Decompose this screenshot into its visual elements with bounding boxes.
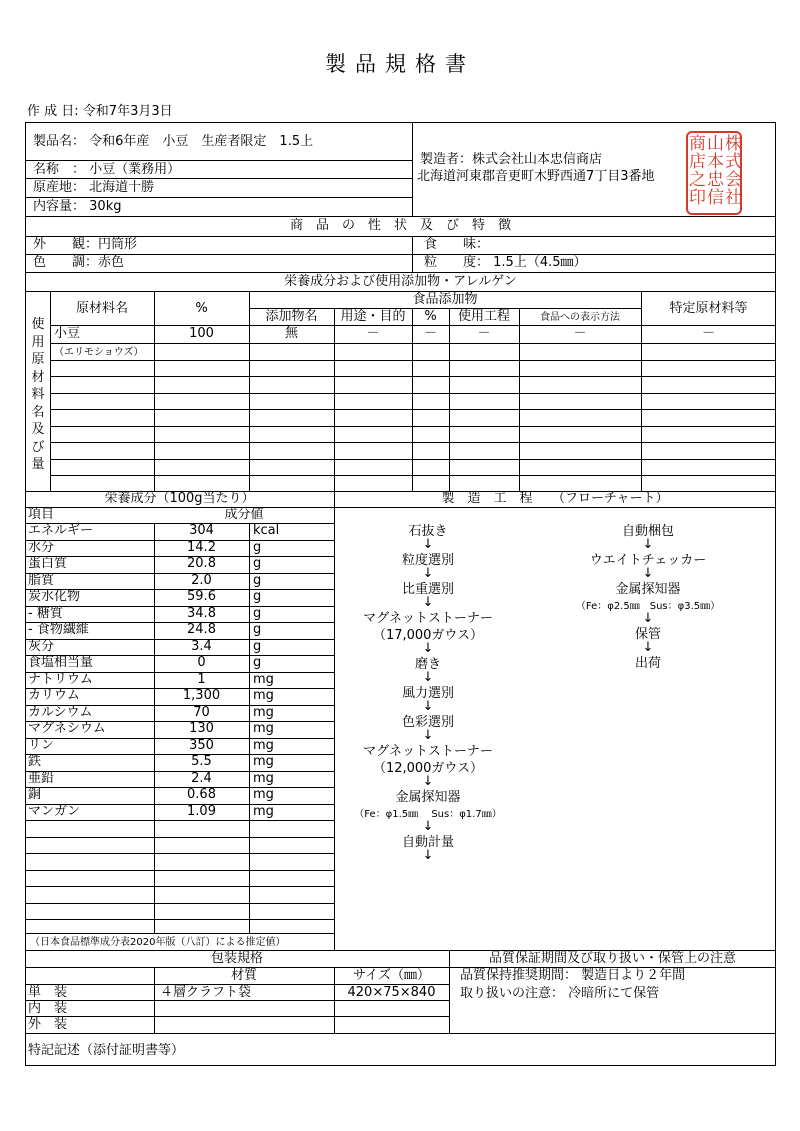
nutrient-name: マグネシウム (28, 721, 106, 736)
row1-display: － (573, 326, 587, 341)
nutrient-value: 0.68 (187, 787, 216, 802)
handling-value: 冷暗所にて保管 (568, 986, 660, 1001)
nutrient-value: 24.8 (187, 622, 216, 637)
nutrient-name: - 糖質 (28, 606, 63, 621)
nutrient-name: リン (28, 738, 55, 753)
company-seal: 株 式 会 社 山 本 忠 信 商 店 之 印 (686, 131, 742, 215)
nutrient-value: 20.8 (187, 556, 216, 571)
col-use: 用途・目的 (340, 309, 406, 324)
color-value: 赤色 (98, 255, 125, 270)
flow-step: マグネットストーナー (363, 744, 493, 759)
flow-arrow: ↓ (642, 640, 654, 655)
color (33, 255, 124, 271)
created-date (27, 104, 173, 120)
grid-line (25, 837, 334, 838)
nutrition-note: （日本食品標準成分表2020年版（八訂）による推定値） (30, 937, 286, 948)
flow-step: 保管 (634, 627, 661, 642)
row1-material: 小豆 (54, 326, 81, 341)
nutrient-value: 34.8 (187, 606, 216, 621)
col-additives: 食品添加物 (412, 292, 478, 307)
nutrient-value: 130 (189, 721, 214, 736)
flow-step: 金属探知器 (615, 582, 681, 597)
nutrient-name: カリウム (28, 688, 80, 703)
flow-arrow: ↓ (422, 537, 434, 552)
row1-process: － (477, 326, 491, 341)
nutrient-unit: g (253, 606, 262, 621)
nutrient-value: 5.5 (191, 754, 212, 769)
grid-line (25, 853, 334, 854)
page-title: 製品規格書 (325, 52, 475, 76)
col-item: 項目 (28, 507, 55, 522)
ingredients-side-label: 使用原材料名及び量 (31, 317, 45, 472)
taste-label: 食 味： (424, 237, 490, 252)
flow-arrow: ↓ (422, 848, 434, 863)
nutrient-name: 鉄 (28, 754, 42, 769)
maker-address: 北海道河東郡音更町木野西通7丁目3番地 (417, 169, 655, 184)
grid-line (25, 820, 334, 821)
nutrient-unit: mg (253, 771, 274, 786)
product-volume (33, 199, 121, 215)
pkg-single-label: 単 装 (28, 985, 68, 1000)
col-value: 成分値 (224, 507, 264, 522)
col-pct: % (195, 301, 208, 316)
nutrient-value: 2.4 (191, 771, 212, 786)
nutrient-unit: mg (253, 754, 274, 769)
grid-line (25, 870, 334, 871)
grid-line (25, 886, 334, 887)
maker-label: 製造者： (420, 152, 473, 167)
grid-line (50, 459, 776, 460)
pkg-col-size: サイズ（㎜） (353, 968, 430, 983)
product-origin (33, 180, 154, 196)
flow-step: 風力選別 (401, 686, 454, 701)
flow-arrow: ↓ (422, 641, 434, 656)
col-process: 使用工程 (457, 309, 510, 324)
pkg-single-size: 420×75×840 (347, 985, 436, 1000)
nutrient-unit: mg (253, 672, 274, 687)
appearance-label: 外 観： (33, 237, 99, 252)
nutrient-value: 1 (197, 672, 206, 687)
col-add-pct: % (424, 309, 437, 324)
period-value: 製造日より２年間 (581, 968, 686, 983)
grid-line (25, 903, 334, 904)
flow-step: 自動梱包 (621, 524, 674, 539)
volume-label: 内容量： (33, 199, 86, 214)
grid-line (50, 409, 776, 410)
nutrient-unit: mg (253, 738, 274, 753)
remarks-label: 特記記述（添付証明書等） (28, 1043, 185, 1058)
nutrient-name: 銅 (28, 787, 42, 802)
product-name-value: 令和6年産 小豆 生産者限定 1.5上 (89, 134, 314, 149)
nutrient-unit: mg (253, 721, 274, 736)
flow-note: （Fe：φ2.5㎜ Sus：φ3.5㎜） (575, 601, 721, 612)
grid-line (50, 426, 776, 427)
nutrient-name: エネルギー (28, 523, 94, 538)
flow-note: （12,000ガウス） (372, 761, 484, 776)
nutrient-unit: g (253, 573, 262, 588)
nutrient-name: 炭水化物 (28, 589, 81, 604)
nutrient-value: 1.09 (187, 804, 216, 819)
nutrient-value: 0 (197, 655, 206, 670)
appearance-value: 円筒形 (98, 237, 138, 252)
flow-arrow: ↓ (422, 728, 434, 743)
flow-step: 自動計量 (401, 835, 454, 850)
nutrient-value: 14.2 (187, 540, 216, 555)
nutrient-name: 灰分 (28, 639, 55, 654)
col-material: 原材料名 (75, 301, 128, 316)
nutrient-name: マンガン (28, 804, 81, 819)
grid-line (50, 393, 776, 394)
ingredients-header: 栄養成分および使用添加物・アレルゲン (284, 274, 517, 289)
grid-line (25, 919, 334, 920)
flow-step: 出荷 (634, 656, 661, 671)
pkg-outer-label: 外 装 (28, 1017, 68, 1032)
nutrient-unit: g (253, 589, 262, 604)
packaging-header: 包装規格 (210, 951, 263, 966)
nutrient-name: 水分 (28, 540, 55, 555)
flow-step: 石抜き (408, 524, 448, 539)
nutrient-unit: mg (253, 688, 274, 703)
nutrient-value: 70 (193, 705, 210, 720)
row1-add-pct: － (423, 326, 437, 341)
grid-line (50, 376, 776, 377)
flow-step: 比重選別 (401, 582, 454, 597)
volume-value: 30kg (89, 199, 122, 214)
row1-add-name: 無 (284, 326, 298, 341)
flow-note: （Fe：φ1.5㎜ Sus：φ1.7㎜） (354, 809, 502, 820)
nutrient-value: 3.4 (191, 639, 212, 654)
nutrient-value: 304 (189, 523, 214, 538)
nutrient-unit: g (253, 639, 262, 654)
nutrient-value: 2.0 (191, 573, 212, 588)
grain-value: 1.5上（4.5㎜） (493, 255, 587, 270)
nutrient-unit: mg (253, 804, 274, 819)
nutrient-unit: g (253, 556, 262, 571)
nutrient-unit: g (253, 622, 262, 637)
nutrient-name: カルシウム (28, 705, 93, 720)
nutrient-name: 亜鉛 (28, 771, 55, 786)
flow-step: 金属探知器 (395, 790, 461, 805)
pkg-inner-label: 内 装 (28, 1001, 68, 1016)
nutrient-name: 食塩相当量 (28, 655, 94, 670)
grid-line (50, 475, 776, 476)
handling-label: 取り扱いの注意： (460, 986, 565, 1001)
process-header: 製 造 工 程 （フローチャート） (441, 491, 669, 506)
period-label: 品質保持推奨期間： (460, 968, 578, 983)
grid-line (50, 360, 776, 361)
maker-value: 株式会社山本忠信商店 (472, 152, 603, 167)
origin-value: 北海道十勝 (89, 180, 155, 195)
nutrient-value: 350 (189, 738, 214, 753)
nutrient-name: 蛋白質 (28, 556, 68, 571)
row1-allergen: － (701, 326, 715, 341)
flow-arrow: ↓ (422, 819, 434, 834)
flow-step: 磨き (414, 657, 441, 672)
grid-line (50, 343, 776, 344)
variety-name: （エリモショウズ） (54, 347, 144, 358)
grain (424, 255, 587, 271)
nutrient-unit: mg (253, 705, 274, 720)
product-meisho (33, 162, 180, 178)
nutrient-unit: mg (253, 787, 274, 802)
nutrient-unit: g (253, 540, 262, 555)
nutrition-header: 栄養成分（100g当たり） (104, 491, 255, 506)
row1-use: － (366, 326, 380, 341)
meisho-label: 名称 ： (33, 162, 86, 177)
created-label: 作 成 日: (27, 104, 79, 119)
flow-note: （17,000ガウス） (372, 628, 484, 643)
col-add-name: 添加物名 (265, 309, 318, 324)
flow-step: 粒度選別 (401, 553, 454, 568)
nutrient-name: ナトリウム (28, 672, 93, 687)
flow-step: ウエイトチェッカー (589, 553, 707, 568)
traits-header: 商 品 の 性 状 及 び 特 徴 (289, 218, 511, 233)
quality-header: 品質保証期間及び取り扱い・保管上の注意 (488, 951, 736, 966)
nutrient-name: - 食物繊維 (28, 622, 89, 637)
flow-arrow: ↓ (422, 670, 434, 685)
col-allergen: 特定原材料等 (669, 301, 748, 316)
flow-arrow: ↓ (422, 774, 434, 789)
nutrient-name: 脂質 (28, 573, 55, 588)
flow-arrow: ↓ (642, 537, 654, 552)
nutrient-value: 1,300 (182, 688, 221, 703)
grid-line (50, 442, 776, 443)
meisho-value: 小豆（業務用） (89, 162, 181, 177)
flow-arrow: ↓ (422, 699, 434, 714)
grain-label: 粒 度： (424, 255, 490, 270)
color-label: 色 調： (33, 255, 99, 270)
flow-step: 色彩選別 (401, 715, 454, 730)
taste (424, 237, 489, 253)
row1-pct: 100 (189, 326, 214, 341)
origin-label: 原産地： (33, 180, 86, 195)
product-name (33, 134, 313, 150)
flow-arrow: ↓ (642, 566, 654, 581)
quality-period (460, 968, 685, 984)
pkg-col-material: 材質 (230, 968, 257, 983)
flow-step: マグネットストーナー (363, 611, 493, 626)
flow-arrow: ↓ (422, 595, 434, 610)
appearance (33, 237, 137, 253)
flow-arrow: ↓ (422, 566, 434, 581)
nutrient-unit: kcal (253, 523, 280, 538)
maker-name (420, 152, 602, 168)
nutrient-unit: g (253, 655, 262, 670)
flow-arrow: ↓ (642, 611, 654, 626)
created-value: 令和7年3月3日 (82, 104, 173, 119)
pkg-single-material: ４層クラフト袋 (160, 985, 252, 1000)
nutrient-value: 59.6 (187, 589, 216, 604)
product-name-label: 製品名： (33, 134, 86, 149)
quality-handling (460, 986, 659, 1002)
col-display: 食品への表示方法 (540, 312, 620, 323)
